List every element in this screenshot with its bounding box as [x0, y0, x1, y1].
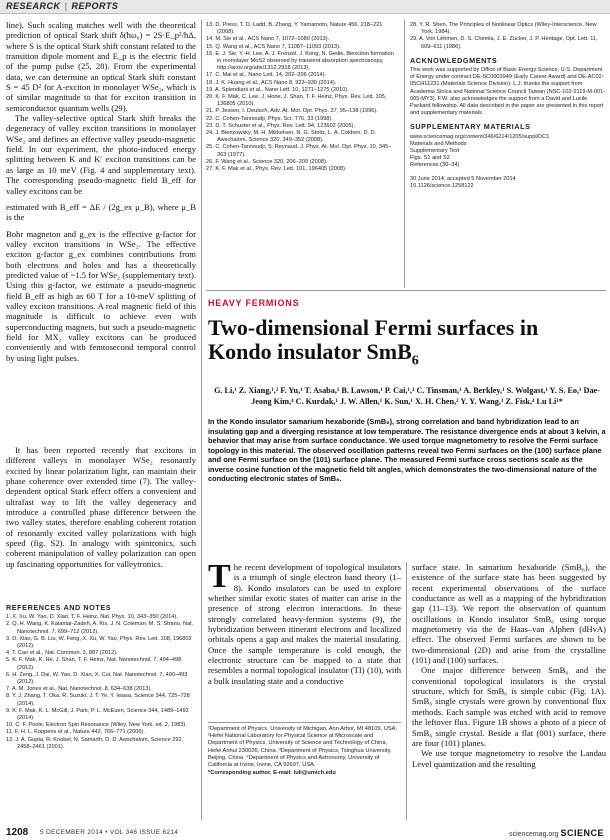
references-heading: REFERENCES AND NOTES: [6, 603, 112, 612]
running-header: [0, 0, 610, 14]
reference-item: 20. K. F. Mak, C. Lee, J. Hone, J. Shan, T. F. Heinz, Phys. Rev. Lett. 105, 136805 (2010).: [206, 94, 387, 108]
reference-item: 25. C. Cohen-Tannoudji, S. Reynaud, J. Phys. At. Mol. Opt. Phys. 10, 345–363 (1977).: [206, 144, 392, 158]
reference-item: 22. C. Cohen-Tannoudji, Phys. Scr. T76, 33 (1998).: [206, 115, 333, 122]
drop-cap: T: [208, 562, 231, 595]
paragraph: line). Such scaling matches well with the theoretical prediction of optical Stark shift δ(ħω₀) = 2S·E_p²/ħΔ, where S is the optical Stark shift constant related to the transition dipole moment and E_p is the electric field of the pump pulse (25, 28). From the experimental data, we can determine an optical Stark shift constant S = 45 D² for A-exciton in monolayer WSe₂, which is of similar magnitude to that for exciton transition in semiconductor quantum wells (29).: [6, 20, 196, 113]
column-divider: [404, 20, 405, 288]
journal-site: sciencemag.org SCIENCE: [509, 828, 604, 838]
reference-item: 26. F. Wang et al., Science 320, 206–209 (2008).: [206, 158, 328, 165]
issue-date: 5 DECEMBER 2014 • VOL 346 ISSUE 6214: [40, 829, 179, 836]
header-text: RESEARCK | REPORTS: [6, 1, 119, 11]
reference-item: 23. D. T. Schuster et al., Phys. Rev. Lett. 94, 123602 (2005).: [206, 122, 356, 129]
reference-item: 1. X. Xu, W. Yao, D. Xiao, T. F. Heinz, Nat. Phys. 10, 343–350 (2014).: [6, 614, 178, 621]
paragraph: One major difference between SmB₆ and the conventional topological insulators is the crystal structure, which for SmB₆ is simple cubic (Fig. 1A). SmB₆ single crystals were grown by conventional flux methods. Each sample was etched with acid to remove the leftover flux. Figure 1B shows a photo of a piece of SmB₆ single crystal. Beside a flat (001) surface, there are four (101) planes.: [412, 665, 606, 748]
doi: 10.1126/science.1258122: [410, 182, 474, 189]
paragraph: The valley-selective optical Stark shift breaks the degeneracy of valley exciton transitions in monolayer WSe₂ and defines an effective valley pseudo-magnetic field. In our experiment, the photo-induced energy splitting between K and K′ exciton transitions can be as large as 10 meV (Fig. 4 and supplementary text). The corresponding pseudo-magnetic field B_eff for valley excitons can be: [6, 113, 196, 196]
reference-item: 14. M. Sie et al., ACS Nano 7, 1072–1080 (2013).: [206, 36, 330, 43]
column-divider: [201, 20, 202, 820]
article-kicker: HEAVY FERMIONS: [208, 298, 300, 308]
article-title: [208, 316, 606, 373]
equation: estimated with B_eff = ΔE / (2g_ex μ_B), where μ_B is the: [6, 201, 196, 223]
reference-item: 9. K. F. Mak, K. L. McGill, J. Park, P. L. McEuen, Science 344, 1489–1492 (2014).: [6, 707, 189, 722]
paragraph: It has been reported recently that excitons in different valleys in monolayer WSe₂ resonantly excited by linear polarization light, can maintain their phase coherence over extended time (7). The valley-dependent optical Stark effect offers a convenient and ultrafast way to lift the valley degeneracy and introduce a controlled phase difference between the two valley states, therefore enabling coherent rotation of resonantly excited valley polarizations with high speed (fig. S2). In analogy with spintronics, such coherent manipulation of valley polarization can open up fascinating opportunities for valleytronics.: [6, 445, 196, 569]
paragraph: Bohr magneton and g_ex is the effective g-factor for valley exciton transitions in WSe₂. The effective exciton g-factor g_ex combines contributions from both electrons and holes and has a theoretically predicted value of ~1.5 for WSe₂ (supplementary text). Using this g-factor, we estimate a pseudo-magnetic field B_eff as high as 60 T for a 10-meV splitting of valley exciton transitions. A real magnetic field of this magnitude is difficult to achieve even with superconducting magnets, but such a pseudo-magnetic field for MX₂ valley excitons can be produced conveniently and with femtosecond temporal control by using light pulses.: [6, 228, 196, 363]
page-number: 1208: [6, 827, 29, 838]
reference-item: 6. H. Zeng, J. Dai, W. Yao, D. Xiao, X. Cui, Nat. Nanotechnol. 7, 490–493 (2012).: [6, 671, 188, 686]
paragraph: surface state. In samarium hexaboride (SmB₆), the existence of the surface state has been suggested by recent experimental observations of the surface conductance as well as a mapping of the hybridization gap (11–13). We report the observation of quantum oscillations in Kondo insulator SmB₆ using torque magnetometry via the de Haas–van Alphen (dHvA) effect. The observed Fermi surfaces are shown to be two-dimensional (2D) and arise from the crystalline (101) and (100) surfaces.: [412, 562, 606, 666]
title-line-2: Kondo insulator SmB$_6$: [208, 339, 419, 369]
reference-item: 15. Q. Wang et al., ACS Nano 7, 11087–11093 (2013).: [206, 43, 341, 50]
supplementary-line: Figs. S1 and S2: [410, 155, 450, 162]
references-left: [6, 598, 196, 820]
column-divider: [406, 562, 407, 820]
reference-item: 28. Y. R. Shen, The Principles of Nonlinear Optics (Wiley-Interscience, New York, 1984).: [410, 22, 597, 36]
references-middle: [206, 22, 396, 284]
article-column-b: [412, 562, 606, 822]
article-top-rule: [206, 290, 606, 291]
affiliations: [208, 726, 401, 822]
reference-item: 7. A. M. Jones et al., Nat. Nanotechnol. 8, 634–638 (2013).: [6, 686, 152, 693]
left-column-lower: [6, 445, 196, 595]
article-column-a: [208, 562, 401, 720]
acknowledgments-heading: ACKNOWLEDGMENTS: [410, 55, 498, 65]
supplementary-line: Materials and Methods: [410, 140, 467, 147]
affiliation-text: ¹Department of Physics, University of Michigan, Ann Arbor, MI 48109, USA. ²Hefei National Laboratory for Physical Science at Microscale and Department of Physics, University of Science and Technology of China, Hefei Anhui 230026, China. ³Department of Physics, Tsinghua University, Beijing, China. ⁴Department of Physics and Astronomy, University of California at Irvine, Irvine, CA 92697, USA.: [208, 726, 398, 769]
reference-item: 2. Q. H. Wang, K. Kalantar-Zadeh, A. Kis, J. N. Coleman, M. S. Strano, Nat. Nanotechnol. 7, 699–712 (2012).: [6, 621, 194, 635]
supplementary-line: References (30–34): [410, 162, 460, 169]
reference-item: 5. K. F. Mak, K. He, J. Shan, T. F. Heinz, Nat. Nanotechnol. 7, 494–498 (2012).: [6, 657, 182, 671]
reference-item: 3. D. Xiao, G. B. Liu, W. Feng, X. Xu, W. Yao, Phys. Rev. Lett. 108, 196802 (2012).: [6, 635, 192, 650]
reference-item: 17. C. Mai et al., Nano Lett. 14, 202–206 (2014).: [206, 72, 327, 79]
received-date: 30 June 2014; accepted 5 November 2014: [410, 175, 516, 182]
abstract: In the Kondo insulator samarium hexaboride (SmB₆), strong correlation and band hybridization lead to an insulating gap and a diverging resistance at low temperature. The resistance divergence ends at about 3 kelvin, a behavior that may arise from surface conductance. We used torque magnetometry to resolve the Fermi surface topology in this material. The observed oscillation patterns reveal two Fermi surfaces on the (100) surface plane and one Fermi surface on the (101) surface plane. The measured Fermi surface cross sections scale as the inverse cosine function of the magnetic field tilt angles, which demonstrates the two-dimensional nature of the conducting electronic states of SmB₆.: [208, 417, 606, 484]
corresponding-author: *Corresponding author. E-mail: luli@umich.edu: [208, 770, 336, 777]
title-line: Two-dimensional Fermi surfaces in: [208, 315, 539, 340]
author-list: G. Li,¹ Z. Xiang,¹,² F. Yu,¹ T. Asaba,¹ B. Lawson,¹ P. Cai,¹,³ C. Tinsman,¹ A. Berkley,¹ S. Wolgast,¹ Y. S. Eo,¹ Dae-Jeong Kim,⁴ C. Kurdak,¹ J. W. Allen,¹ K. Sun,¹ X. H. Chen,² Y. Y. Wang,³ Z. Fisk,⁴ Lu Li¹*: [214, 386, 600, 407]
reference-item: 29. A. Von Lehmen, D. S. Chemla, J. E. Zucker, J. P. Heritage, Opt. Lett. 11, 609–611 (1986).: [410, 36, 598, 50]
reference-item: 11. F. H. L. Koppens et al., Nature 442, 766–771 (2006).: [6, 729, 145, 736]
reference-item: 8. Y. J. Zhang, T. Oka, R. Suzuki, J. T. Ye, Y. Iwasa, Science 344, 725–728 (2014).: [6, 693, 190, 707]
article-header: [208, 298, 606, 570]
supplementary-heading: SUPPLEMENTARY MATERIALS: [410, 122, 531, 132]
left-column: [6, 20, 196, 445]
reference-item: 19. A. Splendiani et al., Nano Lett. 10, 1271–1275 (2010).: [206, 86, 349, 93]
page-footer: [0, 826, 610, 840]
reference-item: 12. J. A. Gupta, R. Knobel, N. Samarth, D. D. Awschalom, Science 292, 2458–2461 (2001).: [6, 736, 184, 750]
reference-item: 4. T. Cao et al., Nat. Commun. 3, 887 (2012).: [6, 650, 118, 657]
acknowledgments-text: This work was supported by Office of Basic Energy Science, U.S. Department of Energy under contract DE-SC0003949 (Early Career Award) and DE-AC02-05CH11231 (Materials Science Division). L.J. thanks the support from Academia Sinica and National Science Council Taiwan (NSC-102-2119-M-001-005-MY3). F.W. also acknowledges the support from a David and Lucile Packard fellowship. All data described in the paper are presented in this report and supplementary materials.: [410, 67, 606, 117]
affiliation-rule: [208, 722, 401, 723]
reference-item: 16. E. J. Sie, Y.-H. Lee, A. J. Frenzel, J. Kong, N. Gedik, Biexciton formation in monolayer MoS2 observed by transient absorption spectroscopy, http://arxiv.org/abs/1312.2918 (2013).: [206, 50, 394, 72]
reference-item: 18. J. K. Huang et al., ACS Nano 8, 923–930 (2014).: [206, 79, 337, 86]
reference-item: 21. P. Jessen, I. Deutsch, Adv. At. Mol. Opt. Phys. 37, 95–138 (1996).: [206, 108, 378, 115]
right-top-block: [410, 22, 606, 284]
reference-item: 27. K. F. Mak et al., Phys. Rev. Lett. 101, 196405 (2008).: [206, 166, 347, 173]
reference-item: 13. D. Press, T. D. Ladd, B. Zhang, Y. Yamamoto, Nature 456, 218–221 (2008).: [206, 22, 383, 36]
intro-text: he recent development of topological insulators is a triumph of single electron band theory (1–8). Kondo insulators can be used to explore whether similar exotic states of matter can arise in the presence of strong electron interactions. In these strongly correlated heavy-fermion systems (9), the hybridization between itinerant electrons and localized orbitals opens a gap and makes the material insulating. Once the sample temperature is cold enough, the electronic structure can be mapped to a state that resembles a normal topological insulator (TI) (10), with a bulk insulating state and a conductive: [208, 562, 401, 686]
reference-item: 10. C. F. Poole, Electron Spin Resonance (Wiley, New York, ed. 2, 1983).: [6, 722, 187, 729]
supplementary-link[interactable]: www.sciencemag.org/content/346/6214/1205/suppl/DC1: [410, 133, 550, 140]
reference-item: 24. J. Bienzowsky, M. H. Mikkelsen, N. G. Stoltz, L. A. Coldren, D. D. Awschalom, Science 320, 349–352 (2008).: [206, 130, 377, 144]
supplementary-line: Supplementary Text: [410, 148, 460, 155]
paragraph: We use torque magnetometry to resolve the Landau Level quantization and the resulting: [412, 748, 606, 769]
